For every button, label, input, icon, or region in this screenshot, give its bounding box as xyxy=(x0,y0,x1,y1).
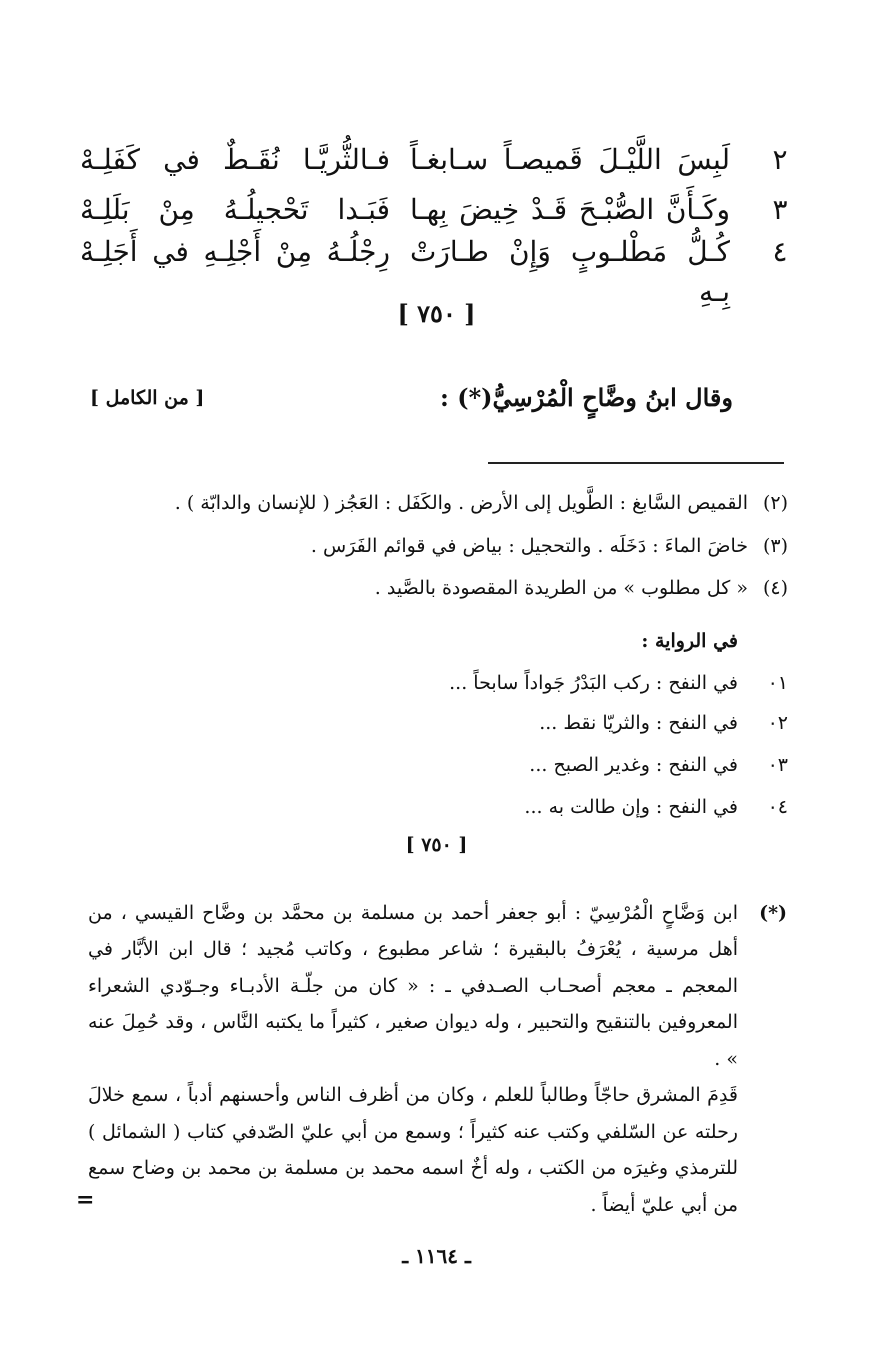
footnote-text: خاضَ الماءَ : دَخَلَه . والتحجيل : بياض في قوائم الفَرَس . xyxy=(310,535,748,557)
poem-verse-3 xyxy=(80,190,795,230)
verse-second-hemistich: رِجْلُـهُ مِنْ أَجْلِـهِ في أَجَلِـهْ xyxy=(80,235,390,268)
section-number-top: [ ٧٥٠ ] xyxy=(397,299,476,328)
biography-marker: (*) xyxy=(759,902,787,924)
meter-label: [ من الكامل ] xyxy=(90,387,205,409)
verse-number: ٣ xyxy=(772,193,788,226)
footnote-number: (٣) xyxy=(762,535,788,557)
variant-text: في النفح : وإن طالت به ... xyxy=(524,796,738,818)
footnote-4 xyxy=(88,573,788,603)
section-number-bottom: [ ٧٥٠ ] xyxy=(405,834,468,856)
verse-first-hemistich: لَبِسَ اللَّيْـلَ قَميصـاً سـابغـاً xyxy=(410,143,730,176)
poem-verse-4 xyxy=(80,232,795,308)
verse-first-hemistich: وكَـأَنَّ الصُّبْـحَ قَـدْ خِيضَ بِهـا xyxy=(410,193,730,226)
verse-second-hemistich: فـالثُّريَّـا نُقَـطٌ في كَفَلِـهْ xyxy=(80,143,390,176)
footnote-divider xyxy=(488,462,784,464)
footnote-2 xyxy=(88,488,788,518)
variant-text: في النفح : والثريّا نقط ... xyxy=(539,712,738,734)
variant-number: ٠١ xyxy=(767,672,788,694)
variant-number: ٠٣ xyxy=(767,754,788,776)
variant-text: في النفح : ركب البَدْرُ جَواداً سابحاً ... xyxy=(449,672,738,694)
footnote-text: « كل مطلوب » من الطريدة المقصودة بالصَّيد . xyxy=(374,577,748,599)
poem-verse-2 xyxy=(80,140,795,180)
continuation-mark: = xyxy=(76,1187,95,1213)
page-number: ـ ١١٦٤ ـ xyxy=(402,1244,471,1268)
verse-number: ٤ xyxy=(772,235,788,268)
variant-1 xyxy=(88,668,788,698)
variant-number: ٠٤ xyxy=(767,796,788,818)
variant-text: في النفح : وغدير الصبح ... xyxy=(529,754,738,776)
footnote-text: القميص السَّابغ : الطَّويل إلى الأرض . والكَفَل : العَجُز ( للإنسان والدابّة ) . xyxy=(174,492,748,514)
footnote-3 xyxy=(88,531,788,561)
variants-title: في الرواية : xyxy=(641,630,738,652)
verse-second-hemistich: فَبَـدا تَحْجيلُـهُ مِنْ بَلَلِـهْ xyxy=(80,193,390,226)
biography-paragraph: ابن وَضَّاحٍ الْمُرْسِيّ : أبو جعفر أحمد بن مسلمة بن محمَّد بن وضَّاح القيسي ، من أهل مرسية ، يُعْرَفُ بالبقيرة ؛ شاعر مطبوع ، وكاتب مُجيد ؛ قال ابن الأبَّار في المعجم ـ معجم أصحـاب الصـدفي ـ : « كان من جلّـة الأدبـاء وجـوّدي الشعراء المعروفين بالتنقيح والتحبير ، وله ديوان صغير ، كثيراً ما يكتبه النَّاس ، وقد حُمِلَ عنه » . xyxy=(88,902,738,1070)
biography-paragraph-2: قَدِمَ المشرق حاجّاً وطالباً للعلم ، وكان من أظرف الناس وأحسنهم أدباً ، سمع خلالَ رحلته عن السّلفي وكتب عنه كثيراً ؛ وسمع من أبي عليّ الصّدفي كتاب ( الشمائل ) للترمذي وغيرَه من الكتب ، وله أخٌ اسمه محمد بن مسلمة بن محمد بن وضاح سمع من أبي عليّ أيضاً . xyxy=(88,1084,738,1216)
verse-first-hemistich: كُـلُّ مَطْلـوبٍ وَإِنْ طـارَتْ بِـهِ xyxy=(410,235,730,308)
variant-number: ٠٢ xyxy=(767,712,788,734)
footnote-number: (٢) xyxy=(762,492,788,514)
variant-2 xyxy=(88,708,788,738)
variant-4 xyxy=(88,792,788,822)
variant-3 xyxy=(88,750,788,780)
footnote-number: (٤) xyxy=(762,577,788,599)
poem-introduction: وقال ابنُ وضَّاحٍ الْمُرْسِيُّ(*) : xyxy=(440,383,733,412)
verse-number: ٢ xyxy=(772,143,788,176)
